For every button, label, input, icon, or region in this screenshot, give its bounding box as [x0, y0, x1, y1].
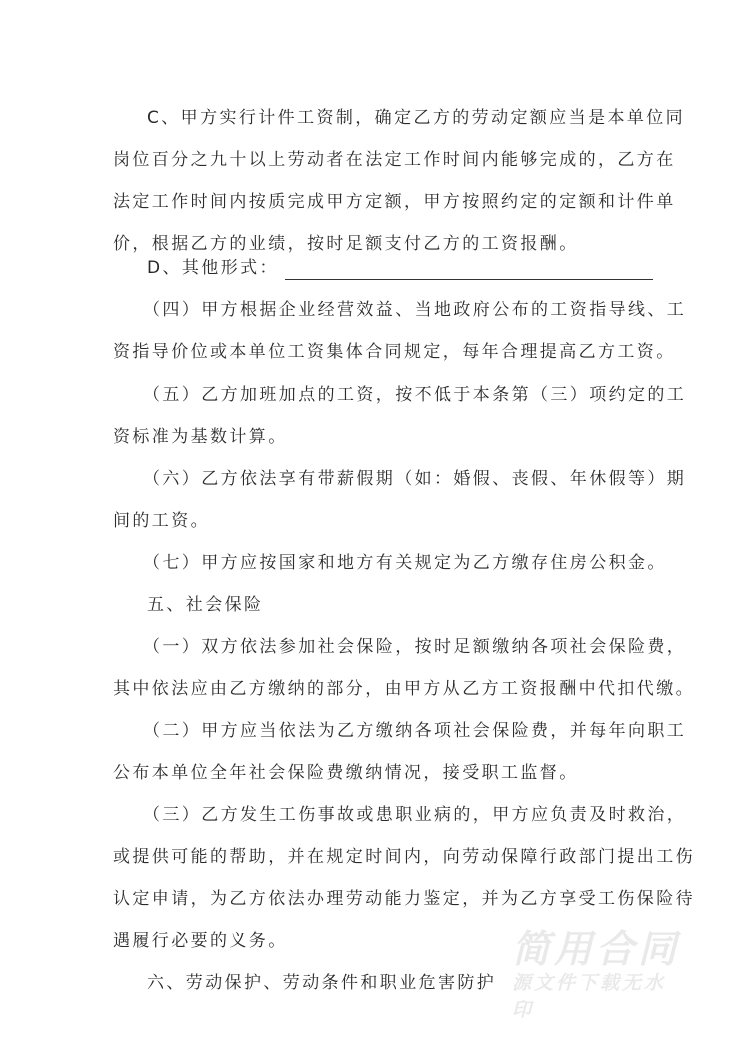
- text-line: 价，根据乙方的业绩，按时足额支付乙方的工资报酬。: [113, 234, 579, 254]
- text-line: 岗位百分之九十以上劳动者在法定工作时间内能够完成的，乙方在: [113, 150, 676, 170]
- section-heading: 五、社会保险: [147, 595, 264, 615]
- watermark-title: 简用合同: [512, 927, 681, 971]
- watermark-subtitle: 源文件下载无水印: [512, 972, 667, 1021]
- text-line: （三）乙方发生工伤事故或患职业病的，甲方应负责及时救治，: [143, 805, 687, 825]
- text-line: （五）乙方加班加点的工资，按不低于本条第（三）项约定的工: [143, 385, 687, 405]
- text-line: （二）甲方应当依法为乙方缴纳各项社会保险费，并每年向职工: [143, 721, 687, 741]
- other-form-line: [147, 256, 667, 280]
- other-form-label: D、其他形式：: [147, 258, 279, 278]
- text-line: 遇履行必要的义务。: [113, 931, 288, 951]
- text-line: 或提供可能的帮助，并在规定时间内，向劳动保障行政部门提出工伤: [113, 847, 695, 867]
- text-line: C、甲方实行计件工资制，确定乙方的劳动定额应当是本单位同: [147, 108, 686, 128]
- text-line: （一）双方依法参加社会保险，按时足额缴纳各项社会保险费，: [143, 637, 687, 657]
- text-line: 法定工作时间内按质完成甲方定额，甲方按照约定的定额和计件单: [113, 192, 676, 212]
- text-line: 资指导价位或本单位工资集体合同规定，每年合理提高乙方工资。: [113, 342, 676, 362]
- text-line: 公布本单位全年社会保险费缴纳情况，接受职工监督。: [113, 763, 579, 783]
- text-line: （六）乙方依法享有带薪假期（如：婚假、丧假、年休假等）期: [143, 469, 687, 489]
- other-form-blank: [285, 261, 653, 280]
- text-line: 间的工资。: [113, 511, 210, 531]
- text-line: 认定申请，为乙方依法办理劳动能力鉴定，并为乙方享受工伤保险待: [113, 889, 695, 909]
- text-line: 资标准为基数计算。: [113, 427, 288, 447]
- text-line: 其中依法应由乙方缴纳的部分，由甲方从乙方工资报酬中代扣代缴。: [113, 679, 695, 699]
- text-line: （四）甲方根据企业经营效益、当地政府公布的工资指导线、工: [143, 300, 687, 320]
- section-heading: 六、劳动保护、劳动条件和职业危害防护: [147, 973, 497, 993]
- text-line: （七）甲方应按国家和地方有关规定为乙方缴存住房公积金。: [143, 553, 667, 573]
